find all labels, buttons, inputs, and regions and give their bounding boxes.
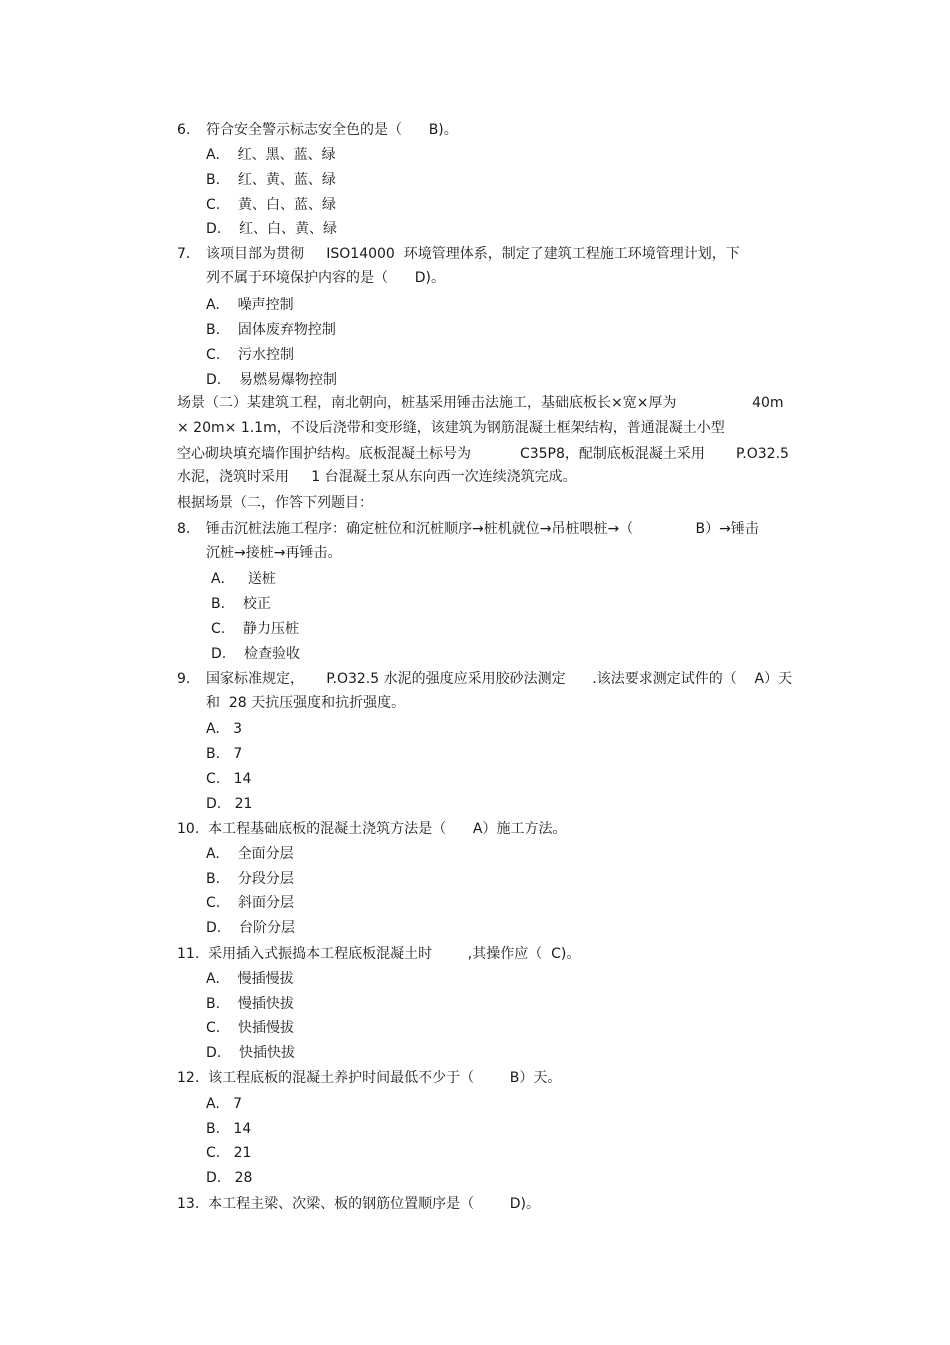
question-7-text-line-1: 该项目部为贯彻 ISO14000 环境管理体系，制定了建筑工程施工环境管理计划，下 (206, 246, 740, 262)
question-10-option-d: D. 台阶分层 (206, 920, 296, 936)
question-10-option-a: A. 全面分层 (206, 846, 294, 862)
question-11-option-c: C. 快插慢拔 (206, 1020, 295, 1036)
question-12: 12. 该工程底板的混凝土养护时间最低不少于（ B）天。 (177, 1070, 562, 1086)
question-7-option-d: D. 易燃易爆物控制 (206, 372, 338, 388)
question-11-option-a: A. 慢插慢拔 (206, 971, 294, 987)
question-7-number: 7. (177, 246, 191, 262)
question-8-text-line-2: 沉桩→接桩→再锤击。 (206, 545, 342, 561)
scene-2-paragraph-line-1: 场景（二）某建筑工程，南北朝向，桩基采用锤击法施工，基础底板长×宽×厚为 40m (177, 395, 784, 411)
question-8-option-a: A． 送桩 (211, 571, 276, 587)
question-6-text: 符合安全警示标志安全色的是（ B)。 (206, 122, 458, 138)
question-7-text-line-2: 列不属于环境保护内容的是（ D)。 (206, 270, 445, 286)
question-6-option-a: A. 红、黑、蓝、绿 (206, 147, 336, 163)
question-7-option-a: A. 噪声控制 (206, 297, 294, 313)
question-9-option-a: A. 3 (206, 721, 243, 737)
question-6-option-d: D. 红、白、黄、绿 (206, 221, 338, 237)
question-8-option-c: C. 静力压桩 (211, 621, 300, 637)
question-7-option-c: C. 污水控制 (206, 347, 295, 363)
question-8-option-b: B. 校正 (211, 596, 271, 612)
question-6-option-c: C. 黄、白、蓝、绿 (206, 197, 337, 213)
question-9-text-line-2: 和 28 天抗压强度和抗折强度。 (206, 695, 406, 711)
question-8-number: 8. (177, 521, 191, 537)
question-8-text-line-1: 锤击沉桩法施工程序：确定桩位和沉桩顺序→桩机就位→吊桩喂桩→（ B）→锤击 (206, 521, 759, 537)
question-11: 11. 采用插入式振捣本工程底板混凝土时 ,其操作应（ C)。 (177, 946, 581, 962)
question-6-number: 6. (177, 122, 191, 138)
question-11-option-d: D. 快插快拔 (206, 1045, 296, 1061)
question-9-option-d: D. 21 (206, 796, 253, 812)
question-9-option-b: B. 7 (206, 746, 243, 762)
question-12-option-d: D. 28 (206, 1170, 253, 1186)
question-7-option-b: B. 固体废弃物控制 (206, 322, 336, 338)
question-8-option-d: D. 检查验收 (211, 646, 301, 662)
question-6-option-b: B. 红、黄、蓝、绿 (206, 172, 336, 188)
question-11-option-b: B. 慢插快拔 (206, 996, 294, 1012)
question-10-option-b: B. 分段分层 (206, 871, 294, 887)
question-9-number: 9. (177, 671, 191, 687)
question-12-option-b: B. 14 (206, 1121, 252, 1137)
scene-2-paragraph-line-2: × 20m× 1.1m，不设后浇带和变形缝，该建筑为钢筋混凝土框架结构，普通混凝土小型 (177, 420, 725, 436)
question-12-option-c: C. 21 (206, 1145, 252, 1161)
scene-2-paragraph-line-3: 空心砌块填充墙作围护结构。底板混凝土标号为 C35P8，配制底板混凝土采用 P.O32.5 (177, 446, 789, 462)
question-10: 10. 本工程基础底板的混凝土浇筑方法是（ A）施工方法。 (177, 821, 567, 837)
question-13: 13. 本工程主梁、次梁、板的钢筋位置顺序是（ D)。 (177, 1196, 541, 1212)
question-12-option-a: A. 7 (206, 1096, 243, 1112)
question-9-text-line-1: 国家标准规定， P.O32.5 水泥的强度应采用胶砂法测定 .该法要求测定试件的（ A）天 (206, 671, 793, 687)
question-9-option-c: C. 14 (206, 771, 252, 787)
scene-2-instruction: 根据场景（二，作答下列题目： (177, 495, 373, 511)
scene-2-paragraph-line-4: 水泥，浇筑时采用 1 台混凝土泵从东向西一次连续浇筑完成。 (177, 469, 577, 485)
question-10-option-c: C. 斜面分层 (206, 895, 295, 911)
